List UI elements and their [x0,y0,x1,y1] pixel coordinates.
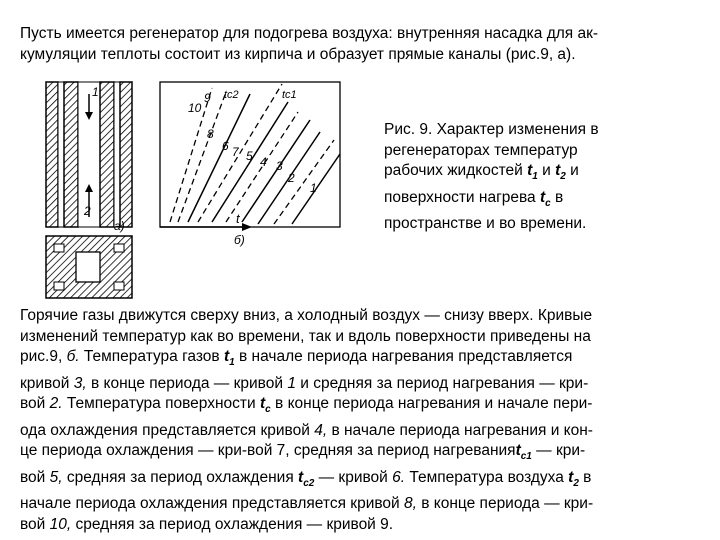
label-a: а) [114,219,125,233]
caption-line: Рис. 9. Характер изменения в [384,121,599,138]
curve-label-4: 4 [260,155,267,169]
intro-line: кумуляции теплоты состоит из кирпича и образует прямые каналы (рис.9, а). [20,45,576,63]
curve-label-1: 1 [310,181,317,195]
body-line: изменений температур как во времени, так и вдоль поверхности приведены на [20,327,591,345]
body-line: начале периода охлаждения представляется кривой 8, в конце периода — кри- [20,495,594,513]
figure-9 [20,72,370,304]
channel-label-1: 1 [92,85,99,99]
intro-line: Пусть имеется регенератор для подогрева воздуха: внутренняя насадка для ак- [20,25,599,42]
channel-label-2: 2 [84,204,91,218]
curve-label-2: 2 [288,171,295,185]
label-tc1: tc1 [282,89,297,101]
curve-label-9: 9 [204,91,211,105]
time-axis-arrow [242,223,252,231]
body-line: Горячие газы движутся сверху вниз, а холодный воздух — снизу вверх. Кривые [20,307,593,324]
body-line: вой 5, средняя за период охлаждения $t_{с2}$ — кривой 6. Температура воздуха $t_2$ в [20,468,592,489]
caption-line: пространстве и во времени. [384,215,587,233]
curve-2 [274,140,334,224]
body-line: кривой 3, в конце периода — кривой 1 и средняя за период нагревания — кри- [20,374,589,392]
intro-paragraph [20,24,705,65]
label-b: б) [234,233,245,247]
figure-caption [384,120,684,235]
body-line: рис.9, б. Температура газов $t_1$ в начале периода нагревания представляется [20,348,573,369]
caption-line: регенераторах температур [384,141,578,159]
curve-label-8: 8 [207,127,214,141]
body-line: це периода охлаждения — кри-вой 7, средняя за период нагреванияt$_{с1}$ — кри- [20,442,586,463]
label-tc2: tc2 [224,89,239,101]
body-line: вой 10, средняя за период охлаждения — кривой 9. [20,515,394,533]
temperature-diagram [160,82,340,247]
body-line: вой 2. Температура поверхности $t_с$ в конце периода нагревания и начале пери- [20,395,593,416]
caption-line: рабочих жидкостей $t_1$ и $t_2$ и [384,162,579,183]
curve-label-7: 7 [232,145,239,159]
axis-t-label: t [236,211,240,226]
curve-label-3: 3 [276,159,283,173]
curve-label-5: 5 [246,149,253,163]
curve-label-10: 10 [188,101,202,115]
body-line: ода охлаждения представляется кривой 4, в начале периода нагревания и кон- [20,421,593,439]
caption-line: поверхности нагрева $t_с$ в [384,188,564,209]
body-paragraph [20,306,710,535]
regenerator-cross-section [46,236,132,298]
curve-label-6: 6 [222,139,229,153]
